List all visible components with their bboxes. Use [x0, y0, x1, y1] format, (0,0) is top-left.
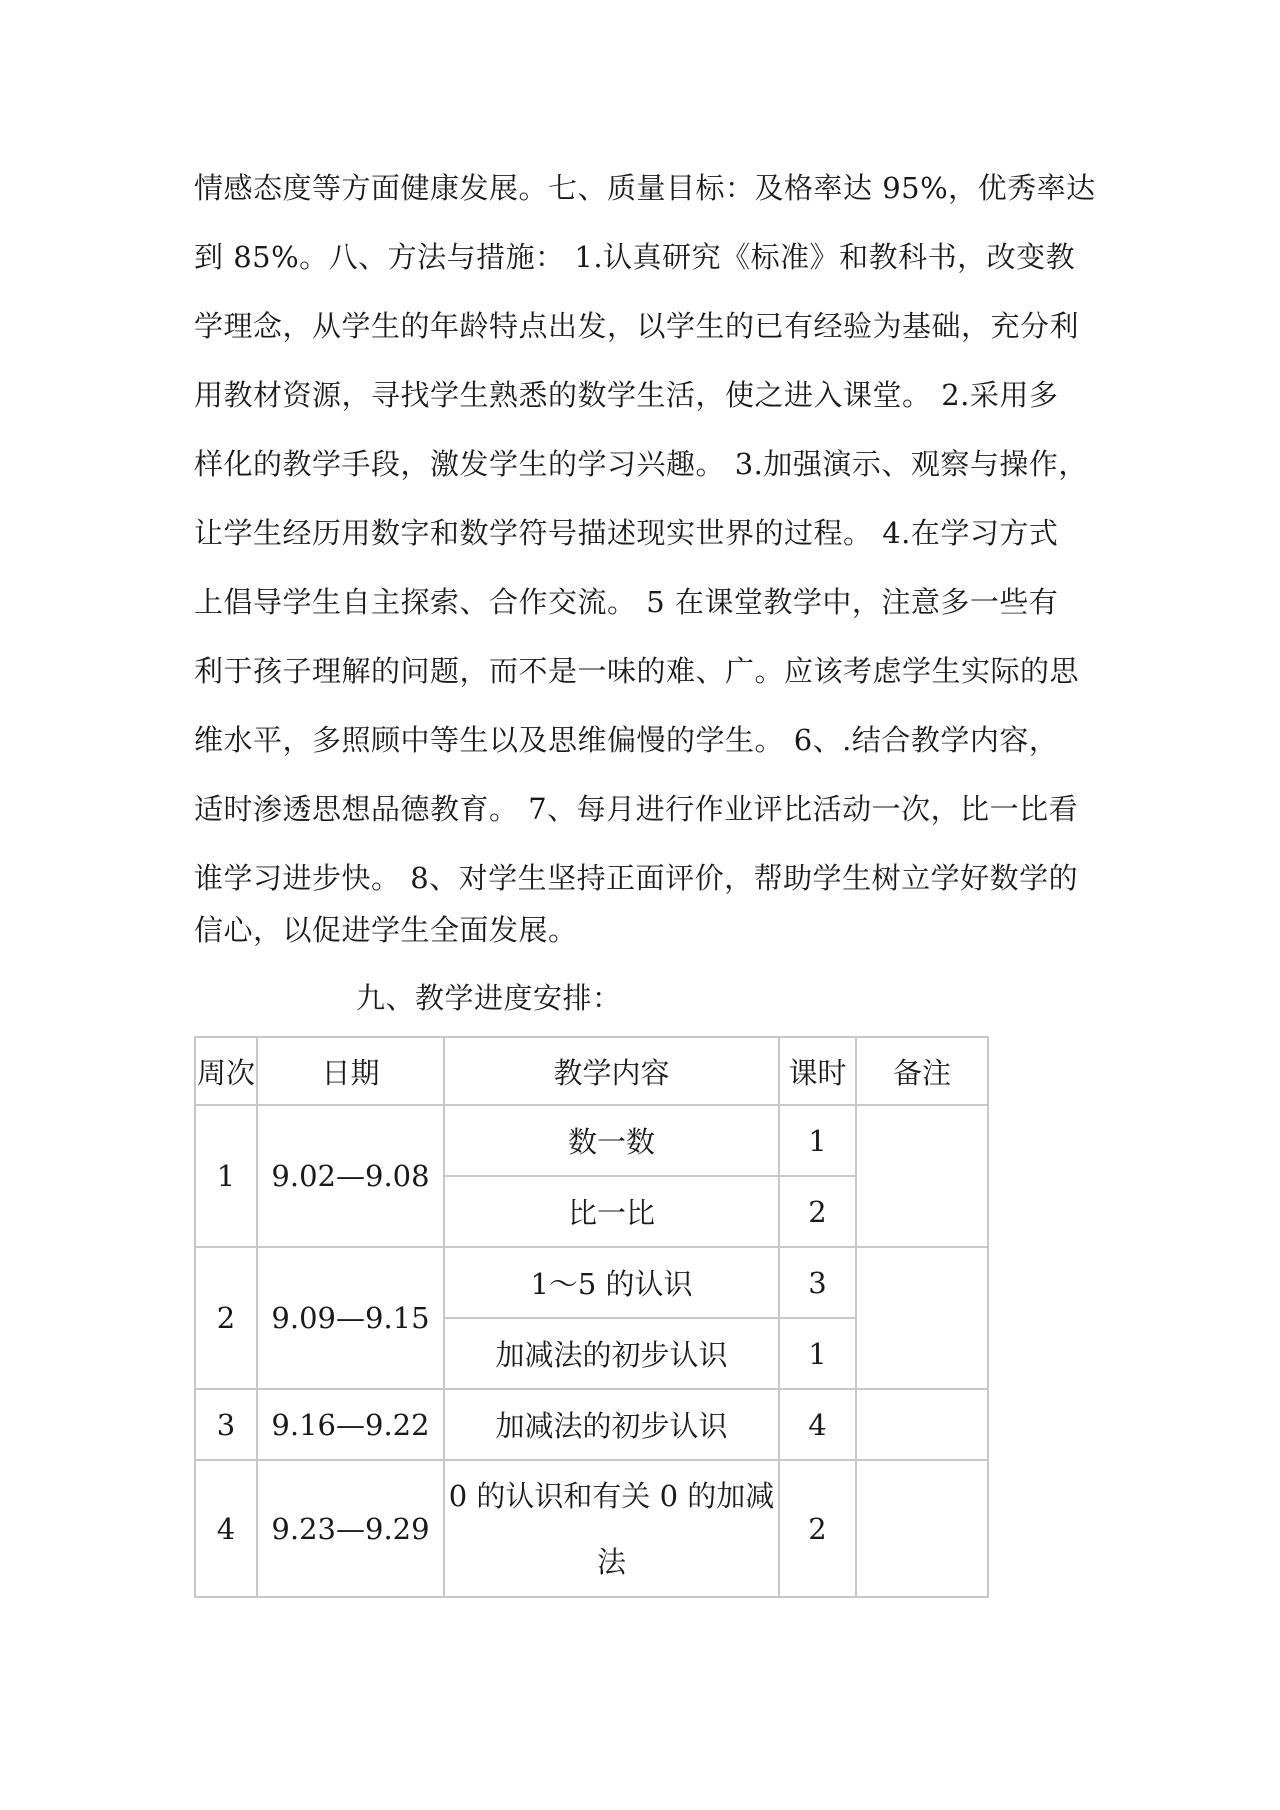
week-cell: 2 [194, 1248, 258, 1390]
table-header-row [194, 1036, 989, 1106]
date-cell: 9.02—9.08 [258, 1106, 445, 1248]
notes-cell [857, 1461, 989, 1598]
date-cell: 9.16—9.22 [258, 1390, 445, 1461]
hours-cell: 1 [780, 1319, 857, 1390]
hours-cell: 1 [780, 1106, 857, 1177]
header-content: 教学内容 [445, 1036, 780, 1106]
paragraph-line: 让学生经历用数字和数学符号描述现实世界的过程。 4.在学习方式 [194, 516, 1059, 550]
hours-cell: 4 [780, 1390, 857, 1461]
header-notes: 备注 [857, 1036, 989, 1106]
paragraph-line: 用教材资源，寻找学生熟悉的数学生活，使之进入课堂。 2.采用多 [194, 378, 1059, 412]
header-date: 日期 [258, 1036, 445, 1106]
paragraph-line: 谁学习进步快。 8、对学生坚持正面评价，帮助学生树立学好数学的 [194, 861, 1079, 895]
paragraph-line: 信心，以促进学生全面发展。 [194, 913, 578, 947]
table-row [194, 1248, 989, 1319]
section-heading-schedule: 九、教学进度安排： [356, 981, 622, 1015]
week-cell: 4 [194, 1461, 258, 1598]
content-text: 0 的认识和有关 0 的加减法 [448, 1478, 775, 1579]
content-cell: 数一数 [445, 1106, 780, 1177]
paragraph-line: 学理念，从学生的年龄特点出发，以学生的已有经验为基础，充分利 [194, 309, 1080, 343]
notes-cell [857, 1248, 989, 1390]
table-row [194, 1106, 989, 1177]
content-cell: 比一比 [445, 1177, 780, 1248]
header-hours: 课时 [780, 1036, 857, 1106]
table-row [194, 1390, 989, 1461]
schedule-table [194, 1036, 989, 1598]
paragraph-line: 维水平，多照顾中等生以及思维偏慢的学生。 6、.结合教学内容， [194, 723, 1059, 757]
content-cell [445, 1461, 780, 1598]
paragraph-line: 情感态度等方面健康发展。七、质量目标：及格率达 95%，优秀率达 [194, 171, 1096, 205]
hours-cell: 2 [780, 1177, 857, 1248]
date-cell: 9.23—9.29 [258, 1461, 445, 1598]
paragraph-line: 到 85%。八、方法与措施： 1.认真研究《标准》和教科书，改变教 [194, 240, 1076, 274]
header-week: 周次 [194, 1036, 258, 1106]
notes-cell [857, 1390, 989, 1461]
content-cell: 1～5 的认识 [445, 1248, 780, 1319]
week-cell: 3 [194, 1390, 258, 1461]
notes-cell [857, 1106, 989, 1248]
paragraph-line: 适时渗透思想品德教育。 7、每月进行作业评比活动一次，比一比看 [194, 792, 1079, 826]
date-cell: 9.09—9.15 [258, 1248, 445, 1390]
hours-cell: 2 [780, 1461, 857, 1598]
paragraph-line: 利于孩子理解的问题，而不是一味的难、广。应该考虑学生实际的思 [194, 654, 1080, 688]
hours-cell: 3 [780, 1248, 857, 1319]
week-cell: 1 [194, 1106, 258, 1248]
table-row [194, 1461, 989, 1598]
paragraph-line: 样化的教学手段，激发学生的学习兴趣。 3.加强演示、观察与操作， [194, 447, 1088, 481]
content-cell: 加减法的初步认识 [445, 1319, 780, 1390]
content-cell: 加减法的初步认识 [445, 1390, 780, 1461]
paragraph-line: 上倡导学生自主探索、合作交流。 5 在课堂教学中，注意多一些有 [194, 585, 1059, 619]
